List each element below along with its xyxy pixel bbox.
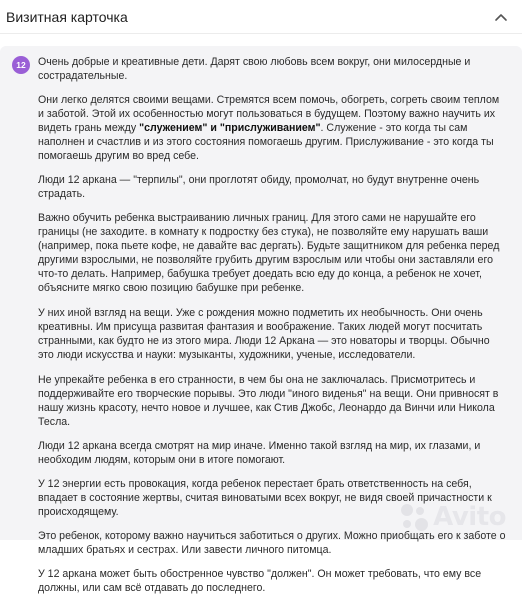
paragraph-5: У них иной взгляд на вещи. Уже с рождения можно подметить их необычность. Они очень креативны. Им присуща развитая фантазия и воображение. Таких людей могут посчитать странными, как будто не из этого мира. Люди 12 Аркана — это новаторы и творцы. Обычно это люди искусства и науки: музыканты, художники, ученые, исследователи. bbox=[38, 307, 490, 361]
bold-term-servitude: "прислуживанием" bbox=[219, 122, 321, 134]
accordion-header[interactable] bbox=[0, 0, 522, 34]
watermark-text: Avito bbox=[433, 502, 506, 532]
paragraph-6: Не упрекайте ребенка в его странности, в чем бы она не заключалась. Присмотритесь и поддерживайте его творческие порывы. Это люди "иного виденья" на вещи. Они привносят в нашу жизнь красоту, нечто новое и лучшее, как Стив Джобс, Леонардо да Винчи или Никола Тесла. bbox=[38, 374, 499, 428]
paragraph-7: Люди 12 аркана всегда смотрят на мир иначе. Именно такой взгляд на мир, их глазами, и необходим людям, которым они в итоге помогают. bbox=[38, 440, 481, 466]
paragraph-4: Важно обучить ребенка выстраиванию личных границ. Для этого сами не нарушайте его границы (не заходите. в комнату к подростку без стука), не позволяйте ему нарушать ваши (например, пока пьете кофе, не давайте вас дергать). Будьте защитником для ребенка перед другими взрослыми, не позволяйте грубить другим взрослым или чтобы они заставляли его что-то делать. Например, бабушка требует доедать всю еду до конца, а ребенок не хочет, объясните мягко свою позицию бабушке при ребенке. bbox=[38, 212, 500, 294]
arcana-number-badge: 12 bbox=[12, 56, 30, 74]
paragraph-8: У 12 энергии есть провокация, когда ребенок перестает брать ответственность на себя, впадает в состояние жертвы, считая виноватыми всех вокруг, не видя своей причастности к происходящему. bbox=[38, 478, 492, 518]
paragraph-10: У 12 аркана может быть обостренное чувство "должен". Он может требовать, что ему все должны, или сам всё отдавать до последнего. bbox=[38, 568, 482, 594]
paragraph-2: Они легко делятся своими вещами. Стремятся всем помочь, обогреть, согреть своим теплом и заботой. Этой их особенностью могут пользоваться в будущем. Поэтому важно научить их видеть грань между "служением" и "прислуживанием". Служение - это когда ты сам наполнен и счастлив и из этого состояния помогаешь другим. Прислуживание - это когда ты помогаешь другим во вред себе. bbox=[38, 94, 500, 162]
content-panel bbox=[0, 46, 522, 594]
paragraph-3: Люди 12 аркана — "терпилы", они проглотят обиду, промолчат, но будут внутренне очень страдать. bbox=[38, 174, 480, 200]
paragraph-9: Это ребенок, которому важно научиться заботиться о других. Можно приобщать его к заботе о младших братьях и сестрах. Или завести личного питомца. bbox=[38, 530, 506, 556]
paragraph-1: Очень добрые и креативные дети. Дарят свою любовь всем вокруг, они милосердные и сострадательные. bbox=[38, 56, 471, 82]
bold-term-service: "служением" bbox=[139, 122, 208, 134]
chevron-up-icon[interactable] bbox=[494, 10, 508, 24]
section-title: Визитная карточка bbox=[6, 8, 128, 25]
